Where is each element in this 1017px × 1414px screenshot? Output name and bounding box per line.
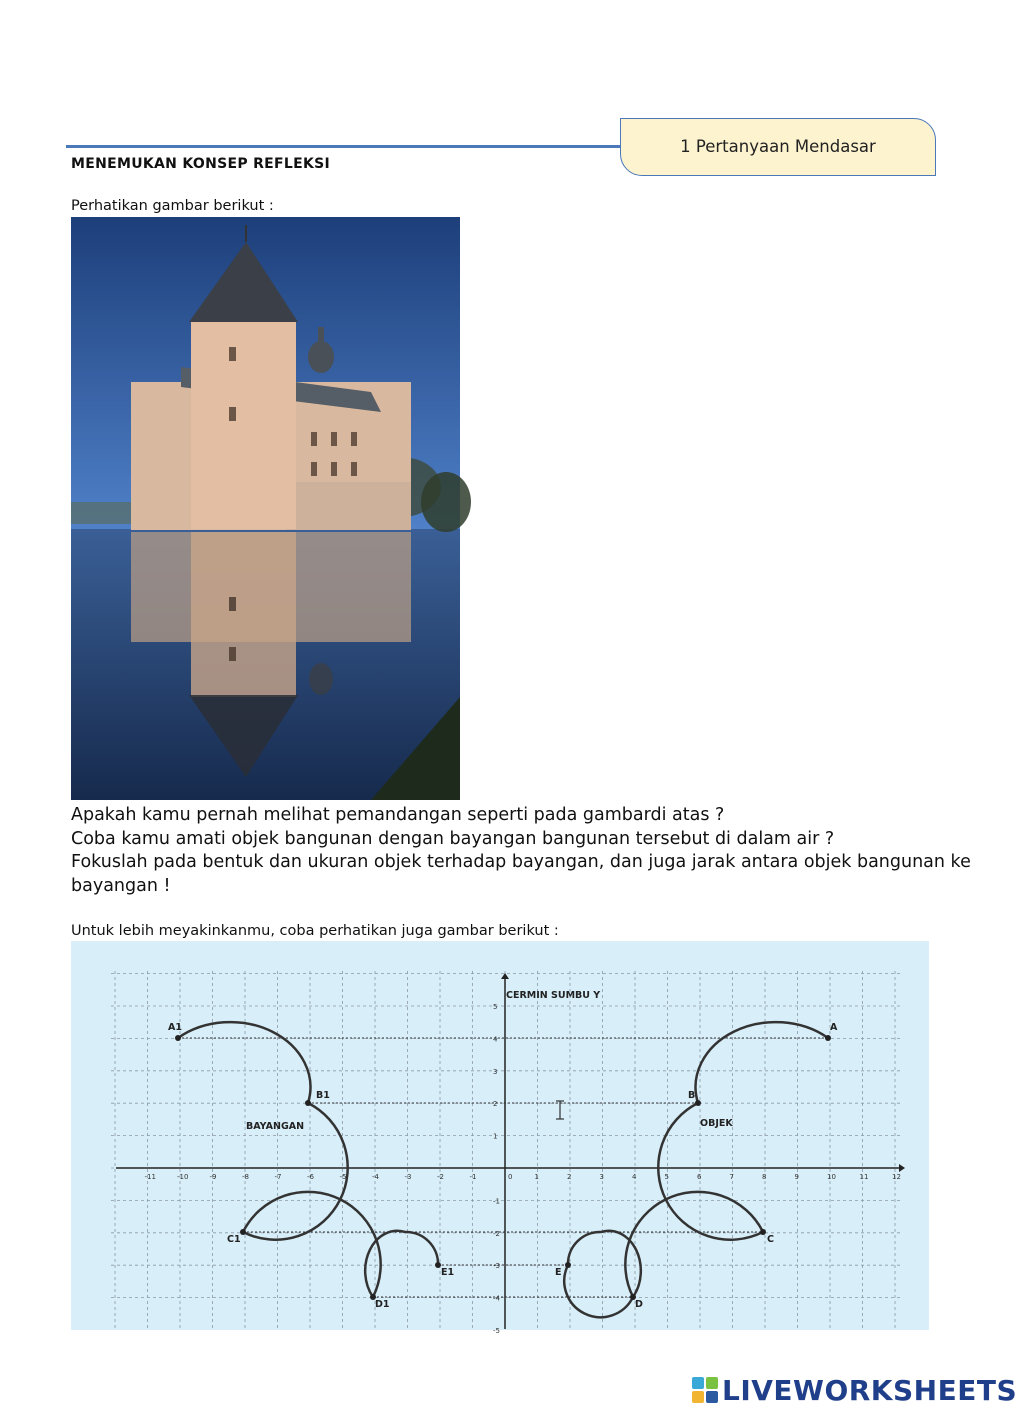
x-tick-label: -2 xyxy=(437,1173,444,1181)
section-title: MENEMUKAN KONSEP REFLEKSI xyxy=(71,156,331,172)
x-tick-label: 10 xyxy=(827,1173,836,1181)
curve-object-ab xyxy=(696,1022,828,1103)
point-b xyxy=(695,1100,701,1106)
x-tick-label: -11 xyxy=(144,1173,156,1181)
y-tick-label: 5 xyxy=(493,1003,498,1011)
point-a xyxy=(825,1035,831,1041)
x-tick-label: 4 xyxy=(632,1173,637,1181)
y-tick-label: -3 xyxy=(493,1262,500,1271)
x-tick-label: 5 xyxy=(664,1173,669,1181)
point-b1-label: B1 xyxy=(316,1090,330,1101)
x-tick-label: 8 xyxy=(762,1173,767,1181)
point-d1-label: D1 xyxy=(375,1299,390,1310)
graph-tick-labels xyxy=(145,1003,901,1335)
header-rule xyxy=(66,145,626,148)
y-tick-label: 1 xyxy=(493,1132,498,1141)
curve-object-de xyxy=(564,1265,633,1317)
point-d-label: D xyxy=(635,1299,643,1310)
x-tick-label: 9 xyxy=(794,1173,799,1181)
curve-image-ab xyxy=(178,1022,310,1103)
point-c xyxy=(760,1229,766,1235)
curve-object-cd xyxy=(625,1192,763,1297)
instruction-text: Perhatikan gambar berikut : xyxy=(71,198,274,214)
point-b-label: B xyxy=(688,1090,696,1101)
x-tick-label: 7 xyxy=(729,1173,734,1181)
y-tick-label: -5 xyxy=(493,1327,500,1335)
x-tick-label: -4 xyxy=(372,1173,379,1181)
point-b1 xyxy=(305,1100,311,1106)
point-c1 xyxy=(240,1229,246,1235)
y-tick-label: 4 xyxy=(493,1035,498,1044)
x-tick-label: -3 xyxy=(404,1173,412,1181)
section-tab: 1 Pertanyaan Mendasar xyxy=(620,118,936,176)
x-tick-label: 2 xyxy=(567,1173,572,1181)
question-line-2: Coba kamu amati objek bangunan dengan bayangan bangunan tersebut di dalam air ? xyxy=(71,828,835,849)
second-instruction-text: Untuk lebih meyakinkanmu, coba perhatikan juga gambar berikut : xyxy=(71,923,559,939)
x-tick-label: -6 xyxy=(307,1173,314,1181)
x-tick-label: -5 xyxy=(339,1173,347,1181)
point-e1-label: E1 xyxy=(441,1267,455,1278)
question-paragraph xyxy=(71,804,986,898)
y-tick-label: 3 xyxy=(493,1067,498,1076)
point-a1 xyxy=(175,1035,181,1041)
point-c-label: C xyxy=(767,1234,774,1245)
x-tick-label: -10 xyxy=(177,1173,189,1181)
x-axis-arrow xyxy=(899,1164,905,1172)
question-line-1: Apakah kamu pernah melihat pemandangan seperti pada gambardi atas ? xyxy=(71,805,725,825)
x-tick-label: 12 xyxy=(892,1173,901,1181)
x-tick-label: 1 xyxy=(534,1173,539,1181)
text-cursor-icon xyxy=(556,1101,564,1119)
x-tick-label: -9 xyxy=(209,1173,217,1181)
point-a1-label: A1 xyxy=(168,1022,182,1033)
reflection-graph xyxy=(71,941,929,1335)
point-a-label: A xyxy=(830,1022,838,1033)
liveworksheets-logo xyxy=(692,1373,1017,1407)
y-tick-label: -2 xyxy=(493,1229,500,1238)
x-tick-label: -7 xyxy=(274,1173,282,1181)
liveworksheets-logo-icon xyxy=(692,1377,718,1403)
question-line-3: Fokuslah pada bentuk dan ukuran objek terhadap bayangan, dan juga jarak antara objek bangunan ke bayangan ! xyxy=(71,852,971,896)
y-tick-label: 2 xyxy=(493,1100,498,1109)
image-label: BAYANGAN xyxy=(246,1121,305,1132)
x-tick-label: 3 xyxy=(599,1173,604,1181)
object-label: OBJEK xyxy=(700,1118,733,1129)
point-e-label: E xyxy=(555,1267,562,1278)
castle-reflection-photo xyxy=(71,217,460,800)
x-tick-label: 0 xyxy=(508,1173,513,1181)
graph-gridlines xyxy=(111,971,901,1329)
x-tick-label: 6 xyxy=(697,1173,702,1181)
y-tick-label: -1 xyxy=(493,1197,500,1206)
point-e xyxy=(565,1262,571,1268)
curve-image-cd xyxy=(243,1192,381,1297)
logo-text: LIVEWORKSHEETS xyxy=(722,1373,1017,1407)
x-tick-label: 11 xyxy=(859,1173,869,1181)
y-tick-label: -4 xyxy=(493,1294,500,1303)
point-c1-label: C1 xyxy=(227,1234,241,1245)
x-tick-label: -8 xyxy=(242,1173,249,1181)
x-tick-label: -1 xyxy=(469,1173,477,1181)
axis-title-label: CERMIN SUMBU Y xyxy=(506,990,601,1001)
